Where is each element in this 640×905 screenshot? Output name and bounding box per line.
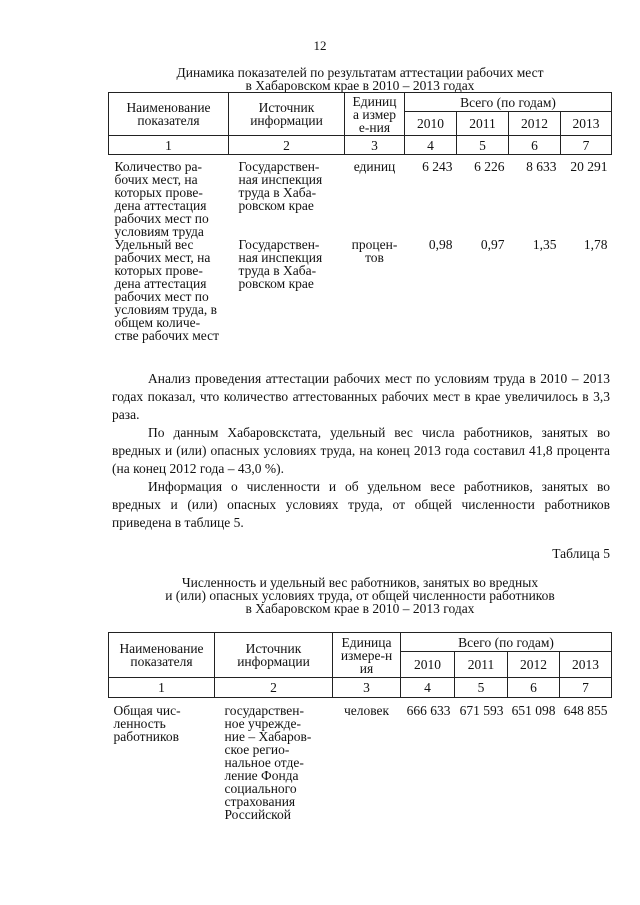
- table1-colnum: 1: [109, 136, 229, 155]
- table1-year-2013: 2013: [561, 112, 612, 136]
- table2-colnum: 3: [333, 678, 401, 698]
- row-value: 6 243: [422, 159, 453, 174]
- table1-title-line1: Динамика показателей по результатам аттестации рабочих мест: [176, 65, 544, 80]
- table1-colnum: 4: [405, 136, 457, 155]
- table1-title-line2: в Хабаровском крае в 2010 – 2013 годах: [245, 78, 475, 93]
- body-text: [112, 370, 610, 532]
- table2-header-unit: Единица измере-ния: [333, 633, 401, 678]
- table1: [108, 92, 612, 358]
- table1-colnum: 2: [229, 136, 345, 155]
- table2-year-2010: 2010: [401, 652, 455, 678]
- table2-title-line2: и (или) опасных условиях труда, от общей численности работников: [165, 588, 555, 603]
- table2-header-total: Всего (по годам): [401, 633, 612, 652]
- table1-colnum: 6: [509, 136, 561, 155]
- page-number: 12: [313, 38, 327, 53]
- row-value: 648 855: [563, 703, 608, 718]
- table-row: [109, 155, 612, 239]
- table2-title-line1: Численность и удельный вес работников, занятых во вредных: [181, 575, 539, 590]
- row-value: 671 593: [459, 703, 504, 718]
- table1-colnum: 3: [345, 136, 405, 155]
- table1-year-2011: 2011: [457, 112, 509, 136]
- table2-title-line3: в Хабаровском крае в 2010 – 2013 годах: [245, 601, 475, 616]
- row-name: Общая чис-ленность работников: [113, 703, 181, 744]
- table2-colnum: 5: [455, 678, 508, 698]
- paragraph: Анализ проведения аттестации рабочих мест по условиям труда в 2010 – 2013 годах показал, что количество аттестованных рабочих мест в крае увеличилось в 3,3 раза.: [112, 371, 610, 422]
- row-value: 0,97: [480, 237, 505, 252]
- table-label: Таблица 5: [552, 546, 610, 561]
- row-value: 0,98: [428, 237, 453, 252]
- row-value: 20 291: [570, 159, 608, 174]
- table2-title: [100, 576, 620, 615]
- table2-year-2012: 2012: [508, 652, 560, 678]
- row-name: Удельный вес рабочих мест, на которых прове-дена аттестация рабочих мест по условиям труда, в общем количе-стве рабочих мест: [114, 237, 219, 343]
- table1-colnum: 7: [561, 136, 612, 155]
- row-name: Количество ра-бочих мест, на которых прове-дена аттестация рабочих мест по условиям труда: [114, 159, 209, 239]
- table1-header-unit: Единица измере-ния: [345, 93, 405, 136]
- table1-colnum: 5: [457, 136, 509, 155]
- row-value: 666 633: [406, 703, 451, 718]
- table2-year-2013: 2013: [560, 652, 612, 678]
- table2-colnum: 7: [560, 678, 612, 698]
- row-source: Государствен-ная инспекция труда в Хаба-ровском крае: [238, 159, 323, 213]
- table1-header-name: Наименование показателя: [109, 93, 229, 136]
- row-source: государствен-ное учрежде-ние – Хабаров-ское регио-нальное отде-ление Фонда социального страхования Российской: [224, 703, 312, 822]
- row-unit: единиц: [353, 159, 396, 174]
- table2-header-source: Источник информации: [215, 633, 333, 678]
- table1-year-2012: 2012: [509, 112, 561, 136]
- row-unit: процен-тов: [351, 237, 398, 265]
- table2-year-2011: 2011: [455, 652, 508, 678]
- row-value: 651 098: [511, 703, 556, 718]
- table1-header-source: Источник информации: [229, 93, 345, 136]
- row-source: Государствен-ная инспекция труда в Хаба-ровском крае: [238, 237, 323, 291]
- row-value: 6 226: [474, 159, 505, 174]
- row-unit: человек: [343, 703, 390, 718]
- table1-title: [100, 66, 620, 92]
- paragraph: Информация о численности и об удельном весе работников, занятых во вредных и (или) опасных условиях труда, от общей численности работников приведена в таблице 5.: [112, 479, 610, 530]
- table1-year-2010: 2010: [405, 112, 457, 136]
- row-value: 1,35: [532, 237, 557, 252]
- row-value: 8 633: [526, 159, 557, 174]
- table2-header-name: Наименование показателя: [109, 633, 215, 678]
- table2: [108, 632, 612, 828]
- table-row: [109, 238, 612, 358]
- table1-header-total: Всего (по годам): [405, 93, 612, 112]
- table2-colnum: 6: [508, 678, 560, 698]
- table2-colnum: 2: [215, 678, 333, 698]
- table-row: [109, 698, 612, 828]
- row-value: 1,78: [583, 237, 608, 252]
- table2-colnum: 1: [109, 678, 215, 698]
- paragraph: По данным Хабаровскстата, удельный вес числа работников, занятых во вредных и (или) опасных условиях труда, на конец 2013 года составил 41,8 процента (на конец 2012 года – 43,0 %).: [112, 425, 610, 476]
- table2-colnum: 4: [401, 678, 455, 698]
